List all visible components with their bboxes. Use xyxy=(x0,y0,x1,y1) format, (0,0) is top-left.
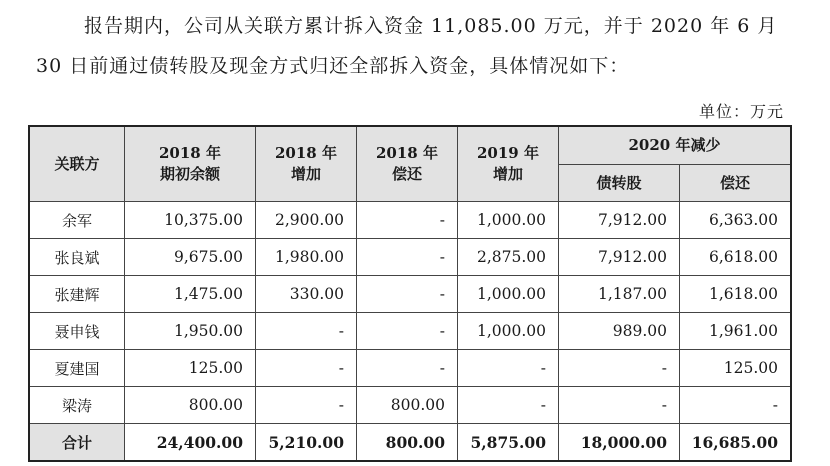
cell-2018-repay: - xyxy=(357,202,458,239)
row-name: 聂申钱 xyxy=(29,313,125,350)
cell-2018-repay: - xyxy=(357,239,458,276)
cell-2018-opening: 125.00 xyxy=(125,350,256,387)
cell-2020-repay: 125.00 xyxy=(680,350,792,387)
cell-2018-opening: 800.00 xyxy=(125,387,256,424)
cell-2018-increase: - xyxy=(256,313,357,350)
row-name: 余军 xyxy=(29,202,125,239)
table-row xyxy=(29,313,791,350)
cell-2018-repay: - xyxy=(357,350,458,387)
cell-2020-repay: 6,618.00 xyxy=(680,239,792,276)
cell-2019-increase: 1,000.00 xyxy=(458,202,559,239)
total-2018-opening: 24,400.00 xyxy=(125,424,256,462)
header-2018-opening: 2018 年 期初余额 xyxy=(125,126,256,202)
row-name: 张良斌 xyxy=(29,239,125,276)
row-name: 张建辉 xyxy=(29,276,125,313)
cell-2019-increase: - xyxy=(458,350,559,387)
intro-paragraph xyxy=(36,6,800,86)
table-total-row xyxy=(29,424,791,462)
cell-2018-repay: - xyxy=(357,313,458,350)
cell-2018-opening: 9,675.00 xyxy=(125,239,256,276)
cell-2020-repay: 1,618.00 xyxy=(680,276,792,313)
unit-label: 单位：万元 xyxy=(698,102,784,121)
cell-2018-increase: - xyxy=(256,387,357,424)
header-2020-decrease-group: 2020 年减少 xyxy=(559,126,792,165)
table-row xyxy=(29,239,791,276)
cell-2018-opening: 1,475.00 xyxy=(125,276,256,313)
cell-2020-debt-to-equity: - xyxy=(559,387,680,424)
cell-2018-repay: 800.00 xyxy=(357,387,458,424)
cell-2018-increase: 2,900.00 xyxy=(256,202,357,239)
total-2018-increase: 5,210.00 xyxy=(256,424,357,462)
table-row xyxy=(29,387,791,424)
table-row xyxy=(29,202,791,239)
related-party-loan-table xyxy=(28,125,792,462)
total-label: 合计 xyxy=(29,424,125,462)
cell-2018-increase: - xyxy=(256,350,357,387)
header-2019-increase: 2019 年 增加 xyxy=(458,126,559,202)
cell-2020-repay: 6,363.00 xyxy=(680,202,792,239)
total-2019-increase: 5,875.00 xyxy=(458,424,559,462)
paragraph-line-2: 30 日前通过债转股及现金方式归还全部拆入资金，具体情况如下： xyxy=(36,55,630,77)
cell-2018-opening: 10,375.00 xyxy=(125,202,256,239)
cell-2018-opening: 1,950.00 xyxy=(125,313,256,350)
cell-2019-increase: - xyxy=(458,387,559,424)
total-2018-repay: 800.00 xyxy=(357,424,458,462)
cell-2020-debt-to-equity: 989.00 xyxy=(559,313,680,350)
paragraph-line-1: 报告期内，公司从关联方累计拆入资金 11,085.00 万元，并于 2020 年 6 月 xyxy=(84,15,778,37)
cell-2020-debt-to-equity: - xyxy=(559,350,680,387)
cell-2020-repay: - xyxy=(680,387,792,424)
total-2020-repay: 16,685.00 xyxy=(680,424,792,462)
header-2020-debt-to-equity: 债转股 xyxy=(559,165,680,202)
cell-2020-debt-to-equity: 7,912.00 xyxy=(559,202,680,239)
cell-2018-increase: 330.00 xyxy=(256,276,357,313)
header-2018-repay: 2018 年 偿还 xyxy=(357,126,458,202)
row-name: 梁涛 xyxy=(29,387,125,424)
cell-2019-increase: 2,875.00 xyxy=(458,239,559,276)
cell-2019-increase: 1,000.00 xyxy=(458,313,559,350)
total-2020-debt-to-equity: 18,000.00 xyxy=(559,424,680,462)
header-2018-increase: 2018 年 增加 xyxy=(256,126,357,202)
table-row xyxy=(29,276,791,313)
table-header-row xyxy=(29,126,791,165)
table-row xyxy=(29,350,791,387)
cell-2018-increase: 1,980.00 xyxy=(256,239,357,276)
cell-2020-debt-to-equity: 1,187.00 xyxy=(559,276,680,313)
cell-2020-debt-to-equity: 7,912.00 xyxy=(559,239,680,276)
header-related-party: 关联方 xyxy=(29,126,125,202)
cell-2020-repay: 1,961.00 xyxy=(680,313,792,350)
cell-2018-repay: - xyxy=(357,276,458,313)
cell-2019-increase: 1,000.00 xyxy=(458,276,559,313)
header-2020-repay: 偿还 xyxy=(680,165,792,202)
row-name: 夏建国 xyxy=(29,350,125,387)
